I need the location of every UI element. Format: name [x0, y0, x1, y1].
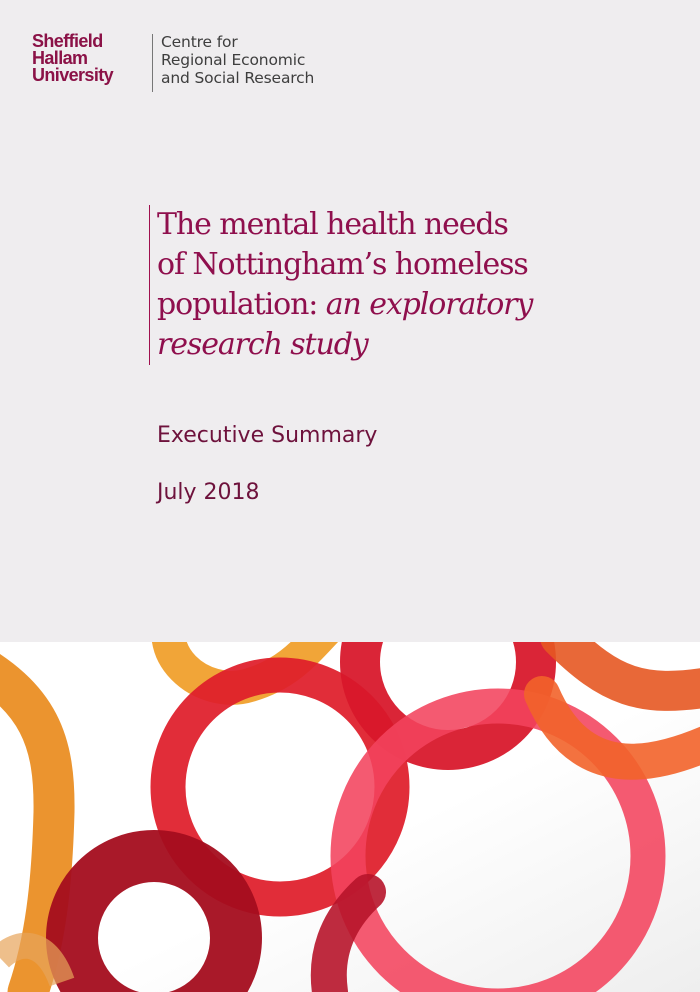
research-centre-line-2: Regional Economic	[161, 51, 306, 69]
report-title	[149, 205, 687, 365]
report-title-line-2: of Nottingham’s homeless	[157, 247, 528, 282]
sheffield-hallam-logo	[32, 33, 314, 92]
research-centre-line-1: Centre for	[161, 33, 238, 51]
document-subtitle: Executive Summary	[157, 423, 378, 448]
ring-pattern	[0, 642, 700, 992]
university-name-line-1: Sheffield	[32, 31, 103, 51]
decorative-ring-artwork	[0, 642, 700, 992]
report-title-exploratory: an exploratory	[325, 287, 533, 322]
university-name	[32, 33, 143, 84]
publication-date: July 2018	[157, 480, 260, 505]
report-title-line-3	[157, 285, 687, 325]
research-centre-line-3: and Social Research	[161, 69, 315, 87]
logo-divider	[152, 34, 153, 92]
university-name-line-3: University	[32, 65, 114, 85]
research-centre-name	[161, 33, 314, 87]
report-title-population: population:	[157, 287, 326, 322]
report-title-line-1: The mental health needs	[157, 207, 508, 242]
university-name-line-2: Hallam	[32, 48, 88, 68]
report-title-line-4: research study	[157, 327, 368, 362]
